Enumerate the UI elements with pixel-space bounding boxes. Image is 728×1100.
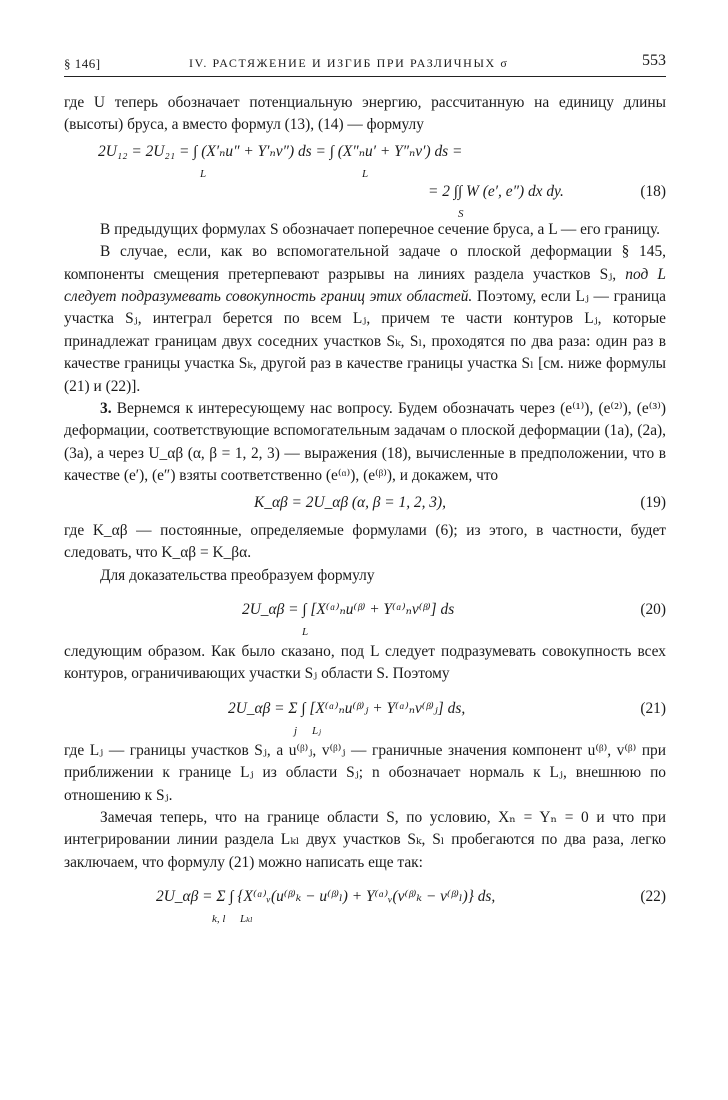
equation-18b <box>64 169 666 220</box>
item-number-3: 3. <box>100 400 112 418</box>
paragraph-3-start: В случае, если, как во вспомогательной задаче о плоской деформации § 145, компоненты смещения претерпевают разрывы на линиях раздела участков Sⱼ, <box>64 243 666 283</box>
paragraph-4 <box>64 398 666 488</box>
page-body <box>64 92 666 928</box>
paragraph-5: где K_αβ — постоянные, определяемые формулами (6); из этого, в частности, будет следовать, что K_αβ = K_βα. <box>64 521 666 562</box>
equation-22 <box>64 878 666 924</box>
equation-20-text: 2U_αβ = ∫ [X⁽ᵅ⁾ₙu⁽ᵝ⁾ + Y⁽ᵅ⁾ₙv⁽ᵝ⁾] ds <box>242 600 455 618</box>
equation-22-text: 2U_αβ = Σ ∫ {X⁽ᵅ⁾ᵥ(u⁽ᵝ⁾ₖ − u⁽ᵝ⁾ₗ) + Y⁽ᵅ⁾ᵥ(v⁽ᵝ⁾ₖ − v⁽ᵝ⁾ₗ)} ds, <box>156 888 496 906</box>
eq18b-limit: S <box>458 207 464 220</box>
equation-18a-text: 2U₁₂ = 2U₂₁ = ∫ (X′ₙu″ + Y′ₙv″) ds = ∫ (X″ₙu′ + Y″ₙv′) ds = <box>98 142 463 160</box>
equation-18a <box>64 141 666 180</box>
paragraph-3-end: Поэтому, если Lⱼ — граница участка Sⱼ, интеграл берется по всем Lⱼ, причем те части контуров Lⱼ, которые принадлежат границам двух соседних участков Sₖ, Sₗ, проходятся по два раза: один раз в качестве границы участка Sₖ, другой раз в качестве границы участка Sₗ [см. ниже формулы (21) и (22)]. <box>64 288 666 395</box>
eq22-sum-limit: k, l <box>212 913 226 926</box>
paragraph-3 <box>64 241 666 398</box>
equation-19-text: K_αβ = 2U_αβ (α, β = 1, 2, 3), <box>254 493 446 511</box>
equation-19 <box>64 492 666 516</box>
equation-22-number: (22) <box>640 888 666 906</box>
page-number: 553 <box>642 52 666 69</box>
paragraph-9: Замечая теперь, что на границе области S, по условию, Xₙ = Yₙ = 0 и что при интегрировании линии раздела Lₖₗ двух участков Sₖ, Sₗ пробегаются по два раза, легко заключаем, что формулу (21) можно написать еще так: <box>64 808 666 871</box>
running-header <box>64 48 666 77</box>
equation-19-number: (19) <box>640 493 666 511</box>
eq21-sum-limit: j <box>294 724 298 737</box>
paragraph-3-emphasis: под L следует подразумевать совокупность границ этих областей. <box>64 265 666 306</box>
section-ref: § 146] <box>64 56 101 71</box>
equation-21-number: (21) <box>640 699 666 717</box>
paragraph-4-text: Вернемся к интересующему нас вопросу. Будем обозначать через (e⁽¹⁾), (e⁽²⁾), (e⁽³⁾) деформации, соответствующие вспомогательным задачам о плоской деформации (1a), (2a), (3a), а через U_αβ (α, β = 1, 2, 3) — выражения (18), вычисленные в предположении, что в качестве (e′), (e″) взяты соответственно (e⁽ᵅ⁾), (e⁽ᵝ⁾), и докажем, что <box>64 400 666 485</box>
eq18a-limit-1: L <box>200 167 207 180</box>
equation-20 <box>64 591 666 637</box>
paragraph-6: Для доказательства преобразуем формулу <box>100 566 375 584</box>
paragraph-7: следующим образом. Как было сказано, под L следует подразумевать совокупность всех контуров, ограничивающих участки Sⱼ области S. Поэтому <box>64 642 666 683</box>
eq18a-limit-2: L <box>362 167 369 180</box>
equation-18-number: (18) <box>640 182 666 200</box>
paragraph-1: где U теперь обозначает потенциальную энергию, рассчитанную на единицу длины (высоты) бруса, а вместо формул (13), (14) — формулу <box>64 94 666 134</box>
eq21-int-limit: Lⱼ <box>312 724 322 737</box>
chapter-title: IV. РАСТЯЖЕНИЕ И ИЗГИБ ПРИ РАЗЛИЧНЫХ σ <box>189 56 509 70</box>
eq22-int-limit: Lₖₗ <box>240 913 253 926</box>
paragraph-2: В предыдущих формулах S обозначает поперечное сечение бруса, а L — его границу. <box>100 220 660 238</box>
eq20-limit: L <box>302 625 309 638</box>
equation-20-number: (20) <box>640 600 666 618</box>
equation-21 <box>64 690 666 736</box>
equation-18b-text: = 2 ∫∫ W (e′, e″) dx dy. <box>428 182 564 200</box>
paragraph-8: где Lⱼ — границы участков Sⱼ, а u⁽ᵝ⁾ⱼ, v⁽ᵝ⁾ⱼ — граничные значения компонент u⁽ᵝ⁾, v⁽ᵝ⁾ при приближении к границе Lⱼ из области Sⱼ; n обозначает нормаль к Lⱼ, внешнюю по отношению к Sⱼ. <box>64 741 666 804</box>
equation-21-text: 2U_αβ = Σ ∫ [X⁽ᵅ⁾ₙu⁽ᵝ⁾ⱼ + Y⁽ᵅ⁾ₙv⁽ᵝ⁾ⱼ] ds, <box>228 699 466 717</box>
